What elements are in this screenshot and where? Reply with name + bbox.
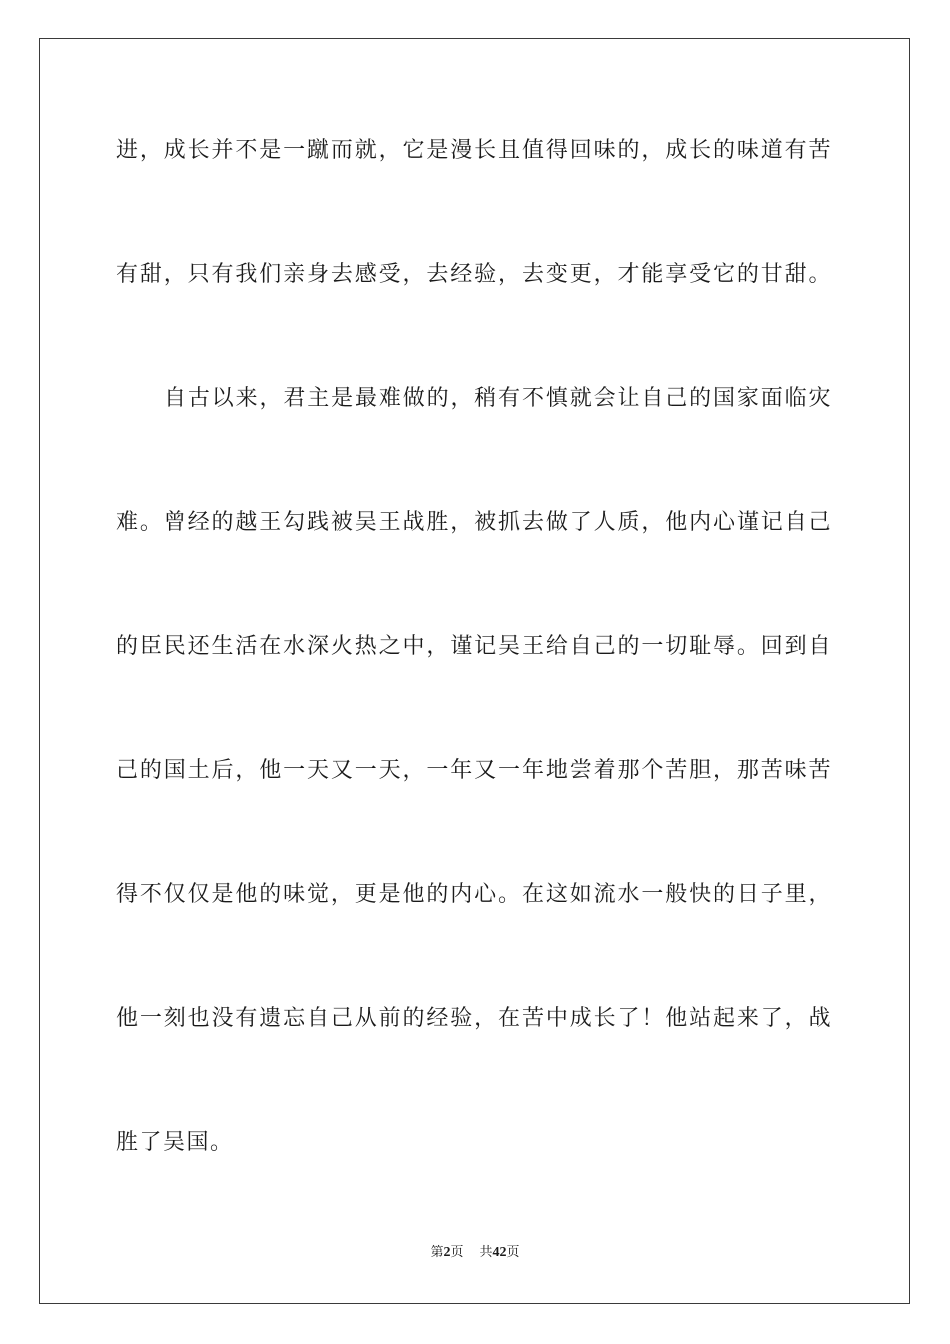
text-line-7: 得不仅仅是他的味觉，更是他的内心。在这如流水一般快的日子里， [116,882,832,907]
total-suffix: 页 [506,1245,520,1260]
text-line-6: 己的国土后，他一天又一天，一年又一年地尝着那个苦胆，那苦味苦 [116,758,832,783]
page-prefix: 第 [430,1245,444,1260]
page-border [39,38,910,1304]
text-line-5: 的臣民还生活在水深火热之中，谨记吴王给自己的一切耻辱。回到自 [116,634,832,659]
text-line-1: 进，成长并不是一蹴而就，它是漫长且值得回味的，成长的味道有苦 [116,138,832,163]
text-line-9: 胜了吴国。 [116,1130,234,1155]
text-line-3: 自古以来，君主是最难做的，稍有不慎就会让自己的国家面临灾 [164,386,832,411]
text-line-2: 有甜，只有我们亲身去感受，去经验，去变更，才能享受它的甘甜。 [116,262,832,287]
page-footer [0,1244,950,1262]
total-pages: 42 [492,1245,507,1260]
page-suffix: 页 [450,1245,464,1260]
page-number: 2 [443,1245,451,1260]
total-prefix: 共 [479,1245,493,1260]
text-line-4: 难。曾经的越王勾践被吴王战胜，被抓去做了人质，他内心谨记自己 [116,510,832,535]
text-line-8: 他一刻也没有遗忘自己从前的经验，在苦中成长了！他站起来了，战 [116,1006,832,1031]
